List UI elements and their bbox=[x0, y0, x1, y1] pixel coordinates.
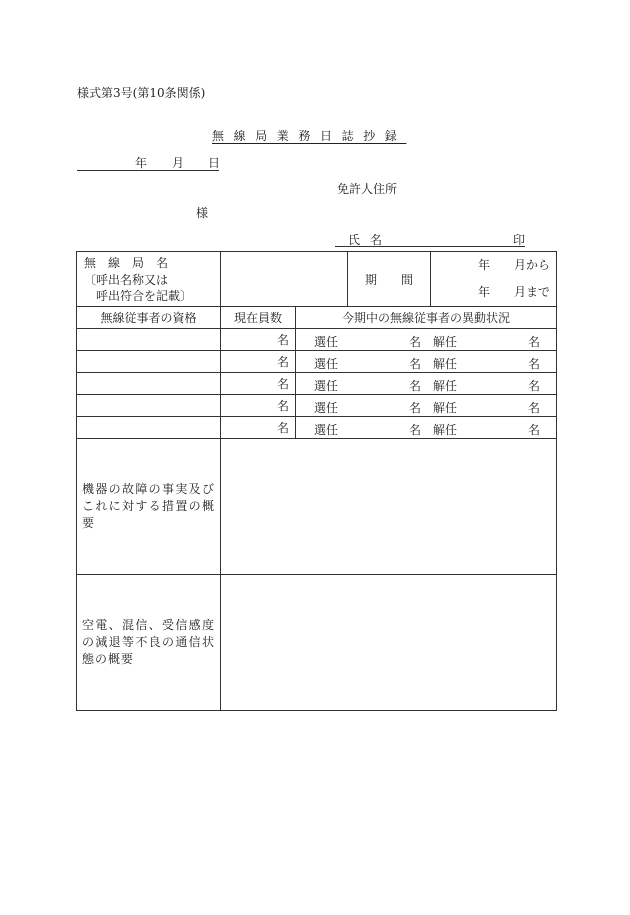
interference-field[interactable] bbox=[221, 575, 557, 711]
period-value-cell[interactable] bbox=[431, 252, 557, 307]
unit-label: 名 bbox=[276, 399, 289, 413]
unit-label: 名 bbox=[276, 355, 289, 369]
appointed-label: 選任 bbox=[314, 423, 339, 437]
unit-label: 名 bbox=[276, 333, 289, 347]
seal-label: 印 bbox=[513, 233, 526, 247]
station-name-label-cell bbox=[77, 252, 221, 307]
period-to: 年 月まで bbox=[477, 285, 550, 299]
changes-header: 今期中の無線従事者の異動状況 bbox=[296, 307, 557, 329]
dismissed-label: 解任 bbox=[433, 335, 458, 349]
appointed-label: 選任 bbox=[314, 401, 339, 415]
unit-label: 名 bbox=[528, 357, 541, 371]
date-day-label: 日 bbox=[208, 156, 221, 170]
current-count-cell[interactable] bbox=[221, 351, 296, 373]
unit-label: 名 bbox=[409, 335, 422, 349]
journal-table bbox=[76, 251, 557, 711]
period-label: 期 間 bbox=[364, 272, 413, 287]
changes-cell[interactable] bbox=[296, 351, 557, 373]
table-row bbox=[77, 351, 557, 373]
table-row bbox=[77, 373, 557, 395]
addressee-label: 様 bbox=[196, 206, 209, 220]
appointed-label: 選任 bbox=[314, 379, 339, 393]
current-count-cell[interactable] bbox=[221, 417, 296, 439]
qualification-cell[interactable] bbox=[77, 395, 221, 417]
station-name-note: 〔呼出名称又は 呼出符合を記載〕 bbox=[84, 272, 193, 303]
current-count-cell[interactable] bbox=[221, 395, 296, 417]
document-title: 無線局業務日誌抄録 bbox=[212, 129, 407, 143]
changes-cell[interactable] bbox=[296, 417, 557, 439]
table-row bbox=[77, 395, 557, 417]
current-count-cell[interactable] bbox=[221, 329, 296, 351]
interference-label: 空電、混信、受信感度の減退等不良の通信状態の概要 bbox=[77, 575, 221, 711]
qualification-cell[interactable] bbox=[77, 373, 221, 395]
unit-label: 名 bbox=[276, 377, 289, 391]
dismissed-label: 解任 bbox=[433, 357, 458, 371]
unit-label: 名 bbox=[528, 423, 541, 437]
dismissed-label: 解任 bbox=[433, 401, 458, 415]
qualification-cell[interactable] bbox=[77, 329, 221, 351]
changes-cell[interactable] bbox=[296, 373, 557, 395]
appointed-label: 選任 bbox=[314, 335, 339, 349]
current-count-header: 現在員数 bbox=[221, 307, 296, 329]
date-field[interactable] bbox=[77, 154, 219, 171]
unit-label: 名 bbox=[528, 401, 541, 415]
unit-label: 名 bbox=[528, 335, 541, 349]
period-label-cell bbox=[348, 252, 431, 307]
qualification-cell[interactable] bbox=[77, 351, 221, 373]
qualification-cell[interactable] bbox=[77, 417, 221, 439]
name-field[interactable] bbox=[335, 231, 525, 247]
changes-cell[interactable] bbox=[296, 329, 557, 351]
unit-label: 名 bbox=[409, 423, 422, 437]
equipment-failure-label: 機器の故障の事実及びこれに対する措置の概要 bbox=[77, 439, 221, 575]
current-count-cell[interactable] bbox=[221, 373, 296, 395]
period-from: 年 月から bbox=[477, 258, 550, 272]
qualification-header: 無線従事者の資格 bbox=[77, 307, 221, 329]
unit-label: 名 bbox=[409, 357, 422, 371]
unit-label: 名 bbox=[409, 401, 422, 415]
licensee-address-label: 免許人住所 bbox=[337, 182, 398, 196]
unit-label: 名 bbox=[276, 421, 289, 435]
date-year-label: 年 bbox=[135, 156, 148, 170]
unit-label: 名 bbox=[409, 379, 422, 393]
date-month-label: 月 bbox=[172, 156, 185, 170]
station-name-value-cell[interactable] bbox=[221, 252, 348, 307]
changes-cell[interactable] bbox=[296, 395, 557, 417]
dismissed-label: 解任 bbox=[433, 379, 458, 393]
appointed-label: 選任 bbox=[314, 357, 339, 371]
station-name-label: 無 線 局 名 bbox=[84, 255, 169, 270]
equipment-failure-field[interactable] bbox=[221, 439, 557, 575]
table-row bbox=[77, 417, 557, 439]
unit-label: 名 bbox=[528, 379, 541, 393]
table-row bbox=[77, 329, 557, 351]
dismissed-label: 解任 bbox=[433, 423, 458, 437]
name-label: 氏名 bbox=[348, 233, 393, 247]
form-number: 様式第3号(第10条関係) bbox=[77, 86, 206, 100]
